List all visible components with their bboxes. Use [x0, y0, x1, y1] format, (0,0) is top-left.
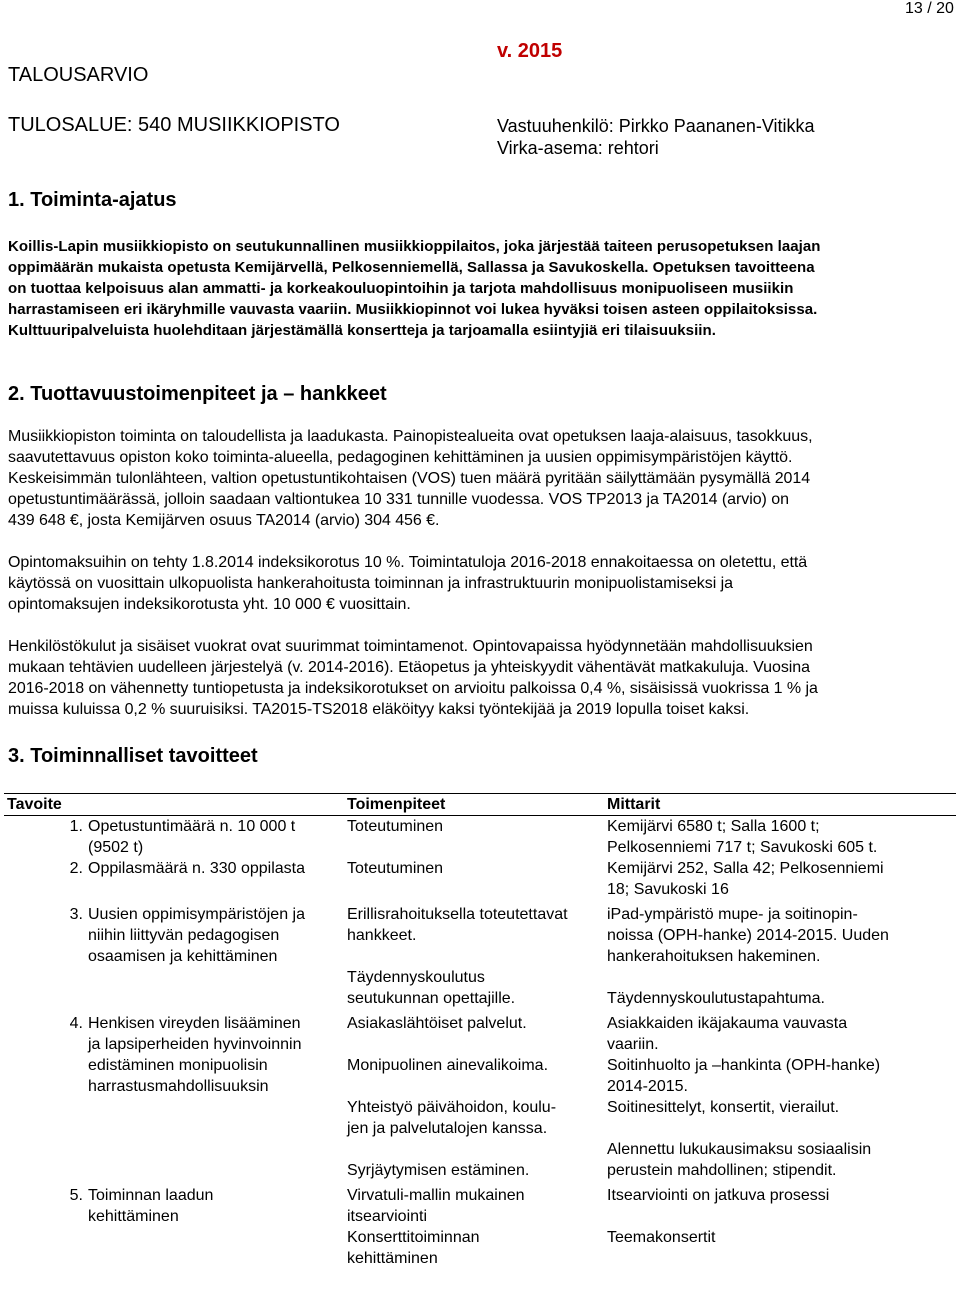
cell-line: Täydennyskoulutustapahtuma. [607, 990, 825, 1007]
header-metrics: Mittarit [604, 794, 956, 816]
section-1-heading: 1. Toiminta-ajatus [8, 189, 177, 211]
cell-line: Opetustuntimäärä n. 10 000 t [88, 818, 296, 835]
table-row [4, 1013, 956, 1181]
cell-line: Kemijärvi 252, Salla 42; Pelkosenniemi [607, 860, 884, 877]
metrics-cell [604, 816, 956, 859]
table-row [4, 904, 956, 1009]
cell-line: Asiakkaiden ikäjakauma vauvasta [607, 1015, 848, 1032]
document-title: TALOUSARVIO [8, 64, 149, 86]
cell-line: Soitinesittelyt, konsertit, vierailut. [607, 1099, 840, 1116]
text-line: Opintomaksuihin on tehty 1.8.2014 indeksikorotus 10 %. Toimintatuloja 2016-2018 ennakoitaessa on oletettu, että [8, 554, 808, 571]
actions-cell [344, 858, 604, 900]
cell-line: Pelkosenniemi 717 t; Savukoski 605 t. [607, 839, 878, 856]
table-header-row [4, 794, 956, 816]
section-3-heading: 3. Toiminnalliset tavoitteet [8, 745, 258, 767]
cell-line: Asiakaslähtöiset palvelut. [347, 1015, 527, 1032]
cell-line: ja lapsiperheiden hyvinvoinnin [88, 1036, 302, 1053]
text-line: Kulttuuripalveluista huolehditaan järjestämällä konsertteja ja tarjoamalla esiintyjiä eri tilaisuuksiin. [8, 322, 716, 339]
goal-number: 4. [69, 1015, 83, 1032]
goal-number: 3. [69, 906, 83, 923]
cell-line: hankkeet. [347, 927, 417, 944]
goal-number: 5. [69, 1187, 83, 1204]
cell-line: Syrjäytymisen estäminen. [347, 1162, 530, 1179]
goal-cell [85, 1013, 344, 1181]
cell-line: Oppilasmäärä n. 330 oppilasta [88, 860, 306, 877]
cell-line: Konserttitoiminnan [347, 1229, 480, 1246]
cell-line: Henkisen vireyden lisääminen [88, 1015, 301, 1032]
metrics-cell [604, 904, 956, 1009]
result-area: TULOSALUE: 540 MUSIIKKIOPISTO [8, 114, 340, 136]
cell-line: hankerahoituksen hakeminen. [607, 948, 821, 965]
text-line: 439 648 €, josta Kemijärven osuus TA2014 (arvio) 304 456 €. [8, 512, 440, 529]
cell-line: edistäminen monipuolisin [88, 1057, 268, 1074]
cell-line: osaamisen ja kehittäminen [88, 948, 278, 965]
actions-cell [344, 1013, 604, 1181]
goal-cell [85, 904, 344, 1009]
goal-cell [85, 816, 344, 859]
section-2-paragraph-3 [8, 636, 948, 720]
text-line: mukaan tehtävien uudelleen järjestelyä (v. 2014-2016). Etäopetus ja yhteiskyydit vähentävät matkakuluja. Vuosina [8, 659, 810, 676]
text-line: opetustuntimäärässä, jolloin saadaan valtiontukea 10 331 tunnille vuodessa. VOS TP2013 ja TA2014 (arvio) on [8, 491, 789, 508]
cell-line: Uusien oppimisympäristöjen ja [88, 906, 305, 923]
text-line: Koillis-Lapin musiikkiopisto on seutukunnallinen musiikkioppilaitos, joka järjestää taiteen perusopetuksen laajan [8, 238, 821, 255]
cell-line: perustein mahdollinen; stipendit. [607, 1162, 837, 1179]
text-line: Henkilöstökulut ja sisäiset vuokrat ovat suurimmat toimintamenot. Opintovapaissa hyödynnetään mahdollisuuksien [8, 638, 813, 655]
cell-line: Itsearviointi on jatkuva prosessi [607, 1187, 830, 1204]
metrics-cell [604, 1185, 956, 1269]
header-actions: Toimenpiteet [344, 794, 604, 816]
cell-line: Teemakonsertit [607, 1229, 716, 1246]
actions-cell [344, 904, 604, 1009]
text-line: Keskeisimmän tulonlähteen, valtion opetustuntikohtaisen (VOS) tuen määrä pyritään säilyttämään pysymällä 2014 [8, 470, 811, 487]
page-number: 13 / 20 [905, 0, 954, 17]
cell-line: Virvatuli-mallin mukainen [347, 1187, 525, 1204]
goal-cell [85, 858, 344, 900]
text-line: saavutettavuus opiston koko toiminta-alueella, pedagoginen kehittäminen ja uusien oppimisympäristöjen käyttö. [8, 449, 793, 466]
cell-line: kehittäminen [347, 1250, 438, 1267]
cell-line: Kemijärvi 6580 t; Salla 1600 t; [607, 818, 820, 835]
goal-number: 2. [69, 860, 83, 877]
text-line: käytössä on vuosittain ulkopuolista hankerahoitusta toiminnan ja infrastruktuurin monipuolistamiseksi ja [8, 575, 733, 592]
text-line: oppimäärän mukaista opetusta Kemijärvellä, Pelkosenniemellä, Sallassa ja Savukoskella. Opetuksen tavoitteena [8, 259, 815, 276]
cell-line: Täydennyskoulutus [347, 969, 485, 986]
cell-line: Toteutuminen [347, 818, 444, 835]
cell-line: 18; Savukoski 16 [607, 881, 729, 898]
position-title: Virka-asema: rehtori [497, 138, 659, 158]
metrics-cell [604, 1013, 956, 1181]
cell-line: (9502 t) [88, 839, 144, 856]
cell-line: Toiminnan laadun [88, 1187, 214, 1204]
table-row [4, 858, 956, 900]
budget-year: v. 2015 [497, 40, 563, 62]
actions-cell [344, 1185, 604, 1269]
cell-line: Monipuolinen ainevalikoima. [347, 1057, 549, 1074]
cell-line: vaariin. [607, 1036, 659, 1053]
cell-line: kehittäminen [88, 1208, 179, 1225]
responsible-person: Vastuuhenkilö: Pirkko Paananen-Vitikka [497, 116, 815, 136]
text-line: muissa kuluissa 0,2 % suuruisiksi. TA2015-TS2018 eläköityy kaksi työntekijää ja 2019 lopulla toiset kaksi. [8, 701, 750, 718]
text-line: opintomaksujen indeksikorotusta yht. 10 000 € vuosittain. [8, 596, 411, 613]
section-2-paragraph-1 [8, 426, 948, 531]
cell-line: iPad-ympäristö mupe- ja soitinopin- [607, 906, 858, 923]
goals-table [4, 793, 956, 1273]
table-row [4, 816, 956, 859]
cell-line: 2014-2015. [607, 1078, 688, 1095]
header-goal: Tavoite [4, 794, 344, 816]
cell-line: Erillisrahoituksella toteutettavat [347, 906, 568, 923]
cell-line: harrastusmahdollisuuksin [88, 1078, 269, 1095]
goal-number: 1. [69, 818, 83, 835]
metrics-cell [604, 858, 956, 900]
text-line: harrastamiseen eri ikäryhmille vauvasta vaariin. Musiikkiopinnot voi lukea hyväksi toisen asteen oppilaitoksissa. [8, 301, 818, 318]
cell-line: Toteutuminen [347, 860, 444, 877]
cell-line: Alennettu lukukausimaksu sosiaalisin [607, 1141, 872, 1158]
cell-line: Soitinhuolto ja –hankinta (OPH-hanke) [607, 1057, 881, 1074]
text-line: 2016-2018 on vähennetty tuntiopetusta ja indeksikorotukset on arvioitu palkoissa 0,4 %, sisäisissä vuokrissa 1 % ja [8, 680, 818, 697]
actions-cell [344, 816, 604, 859]
cell-line: seutukunnan opettajille. [347, 990, 516, 1007]
cell-line: Yhteistyö päivähoidon, koulu- [347, 1099, 557, 1116]
section-2-heading: 2. Tuottavuustoimenpiteet ja – hankkeet [8, 383, 387, 405]
section-2-paragraph-2 [8, 552, 948, 615]
text-line: on tuottaa kelpoisuus alan ammatti- ja korkeakouluopintoihin ja tarjota mahdollisuus monipuoliseen musiikin [8, 280, 794, 297]
cell-line: niihin liittyvän pedagogisen [88, 927, 280, 944]
cell-line: jen ja palvelutalojen kanssa. [347, 1120, 548, 1137]
row-spacer [4, 1269, 956, 1273]
goal-cell [85, 1185, 344, 1269]
cell-line: itsearviointi [347, 1208, 428, 1225]
section-1-text [8, 236, 948, 341]
text-line: Musiikkiopiston toiminta on taloudellista ja laadukasta. Painopistealueita ovat opetuksen laaja-alaisuus, tasokkuus, [8, 428, 813, 445]
cell-line: noissa (OPH-hanke) 2014-2015. Uuden [607, 927, 889, 944]
table-row [4, 1185, 956, 1269]
